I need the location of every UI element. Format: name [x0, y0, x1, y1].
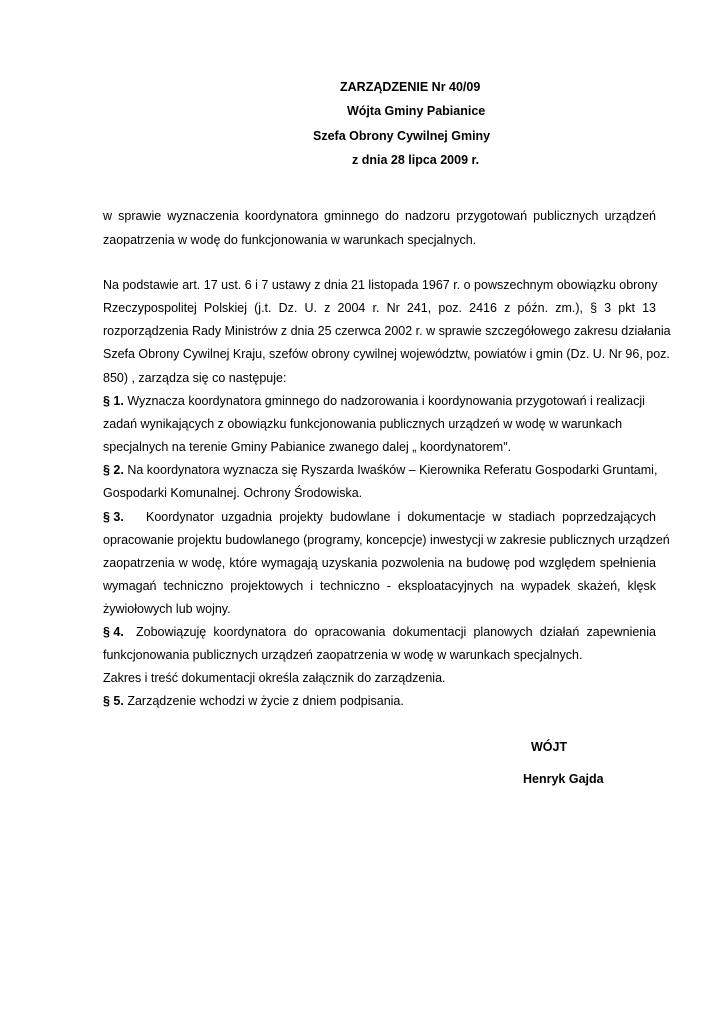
section-5-number: § 5. [103, 694, 124, 708]
document-title: ZARZĄDZENIE Nr 40/09 [340, 80, 481, 94]
section-2-text-1: Na koordynatora wyznacza się Ryszarda Iwaśków – Kierownika Referatu Gospodarki Gruntami, [123, 463, 658, 477]
section-3-number: § 3. [103, 510, 124, 524]
section-1-number: § 1. [103, 394, 124, 408]
section-2-line-1 [103, 463, 656, 477]
section-1-text-1: Wyznacza koordynatora gminnego do nadzorowania i koordynowania przygotowań i realizacji [123, 394, 645, 408]
role-line: Szefa Obrony Cywilnej Gminy [313, 129, 491, 143]
basis-line-1: Na podstawie art. 17 ust. 6 i 7 ustawy z dnia 21 listopada 1967 r. o powszechnym obowiązku obrony [103, 278, 658, 292]
section-4-line-3: Zakres i treść dokumentacji określa załącznik do zarządzenia. [103, 671, 446, 685]
basis-line-4: Szefa Obrony Cywilnej Kraju, szefów obrony cywilnej województw, powiatów i gmin (Dz. U. Nr 96, poz. [103, 347, 670, 361]
basis-line-3: rozporządzenia Rady Ministrów z dnia 25 czerwca 2002 r. w sprawie szczegółowego zakresu działania [103, 324, 671, 338]
subject-line-1: w sprawie wyznaczenia koordynatora gminnego do nadzoru przygotowań publicznych urządzeń [103, 209, 656, 223]
basis-line-5: 850) , zarządza się co następuje: [103, 371, 287, 385]
section-3-line-3: zaopatrzenia w wodę, które wymagają uzyskania pozwolenia na budowę pod względem spełnienia [103, 556, 656, 570]
section-5-text-1: Zarządzenie wchodzi w życie z dniem podpisania. [123, 694, 404, 708]
section-1-line-2: zadań wynikających z obowiązku funkcjonowania publicznych urządzeń w wodę w warunkach [103, 417, 623, 431]
subject-line-2: zaopatrzenia w wodę do funkcjonowania w warunkach specjalnych. [103, 233, 477, 247]
section-3-line-2: opracowanie projektu budowlanego (programy, koncepcje) inwestycji w zakresie publicznych urządzeń [103, 533, 670, 547]
section-3-line-4: wymagań techniczno projektowych i techniczno - eksploatacyjnych na wypadek skażeń, klęsk [103, 579, 656, 593]
section-1-line-1 [103, 394, 656, 408]
basis-line-2: Rzeczypospolitej Polskiej (j.t. Dz. U. z 2004 r. Nr 241, poz. 2416 z późn. zm.), § 3 pkt 13 [103, 301, 656, 315]
section-2-number: § 2. [103, 463, 124, 477]
section-3-line-5: żywiołowych lub wojny. [103, 602, 231, 616]
signature-title: WÓJT [531, 740, 568, 754]
section-1-line-3: specjalnych na terenie Gminy Pabianice zwanego dalej „ koordynatorem". [103, 440, 512, 454]
signature-name: Henryk Gajda [523, 772, 604, 786]
section-4-line-2: funkcjonowania publicznych urządzeń zaopatrzenia w wodę w warunkach specjalnych. [103, 648, 583, 662]
section-3-text-1: Koordynator uzgadnia projekty budowlane i dokumentacje w stadiach poprzedzających [146, 510, 656, 524]
section-5-line-1 [103, 694, 656, 708]
issuer-line: Wójta Gminy Pabianice [347, 104, 486, 118]
section-4-number: § 4. [103, 625, 124, 639]
section-2-line-2: Gospodarki Komunalnej. Ochrony Środowiska. [103, 486, 363, 500]
section-4-text-1: Zobowiązuję koordynatora do opracowania dokumentacji planowych działań zapewnienia [136, 625, 656, 639]
section-4-line-1 [103, 625, 656, 639]
date-line: z dnia 28 lipca 2009 r. [352, 153, 480, 167]
section-3-line-1 [103, 510, 656, 524]
